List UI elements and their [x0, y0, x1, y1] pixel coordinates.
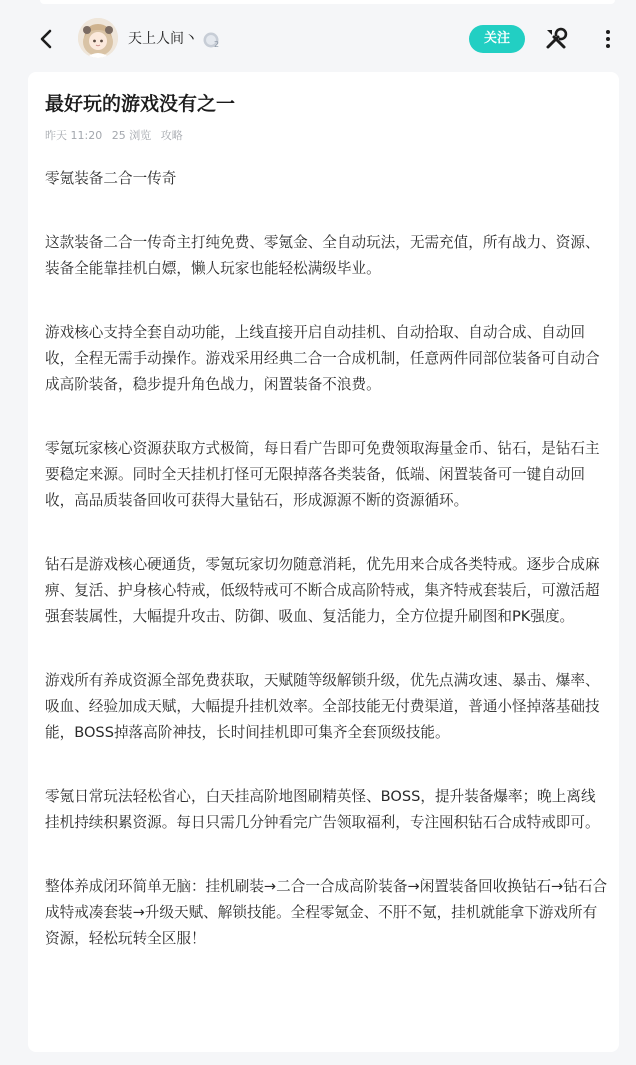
view-count: 25 浏览	[111, 129, 152, 142]
top-bar	[0, 0, 636, 80]
level-badge-icon	[202, 31, 220, 49]
more-options-button[interactable]	[598, 26, 618, 52]
article-paragraph: 游戏核心支持全套自动功能，上线直接开启自动挂机、自动拾取、自动合成、自动回收，全程无需手动操作。游戏采用经典二合一合成机制，任意两件同部位装备可自动合成高阶装备，稳步提升角色战力，闲置装备不浪费。	[45, 324, 600, 393]
tools-icon	[543, 26, 569, 52]
article-paragraph: 整体养成闭环简单无脑：挂机刷装→二合一合成高阶装备→闲置装备回收换钻石→钻石合成特戒凑套装→升级天赋、解锁技能。全程零氪金、不肝不氪，挂机就能拿下游戏所有资源，轻松玩转全区服！	[45, 878, 608, 947]
avatar[interactable]	[78, 18, 118, 58]
article-body	[45, 166, 610, 990]
more-dot-icon	[606, 37, 610, 41]
chevron-left-icon	[36, 28, 58, 50]
more-dot-icon	[606, 44, 610, 48]
article-paragraph: 钻石是游戏核心硬通货，零氪玩家切勿随意消耗，优先用来合成各类特戒。逐步合成麻痹、复活、护身核心特戒，低级特戒可不断合成高阶特戒，集齐特戒套装后，可激活超强套装属性，大幅提升攻击、防御、吸血、复活能力，全方位提升刷图和PK强度。	[45, 556, 600, 625]
level-number: 2	[214, 40, 220, 49]
tools-button[interactable]	[543, 26, 569, 52]
follow-button[interactable]: 关注	[469, 25, 525, 53]
article-title: 最好玩的游戏没有之一	[45, 93, 236, 115]
article-paragraph: 零氪日常玩法轻松省心，白天挂高阶地图刷精英怪、BOSS，提升装备爆率；晚上离线挂机持续积累资源。每日只需几分钟看完广告领取福利，专注囤积钻石合成特戒即可。	[45, 788, 600, 831]
previous-card-edge	[40, 0, 615, 4]
username[interactable]: 天上人间丶	[128, 31, 198, 47]
article-paragraph: 游戏所有养成资源全部免费获取，天赋随等级解锁升级，优先点满攻速、暴击、爆率、吸血、经验加成天赋，大幅提升挂机效率。全部技能无付费渠道，普通小怪掉落基础技能，BOSS掉落高阶神技，长时间挂机即可集齐全套顶级技能。	[45, 672, 600, 741]
article-paragraph: 这款装备二合一传奇主打纯免费、零氪金、全自动玩法，无需充值，所有战力、资源、装备全能靠挂机白嫖，懒人玩家也能轻松满级毕业。	[45, 234, 600, 277]
article-paragraph: 零氪玩家核心资源获取方式极简，每日看广告即可免费领取海量金币、钻石，是钻石主要稳定来源。同时全天挂机打怪可无限掉落各类装备，低端、闲置装备可一键自动回收，高品质装备回收可获得大量钻石，形成源源不断的资源循环。	[45, 440, 600, 509]
article-paragraph: 零氪装备二合一传奇	[45, 170, 177, 187]
back-button[interactable]	[30, 22, 64, 56]
avatar-image	[78, 18, 118, 58]
category-tag[interactable]: 攻略	[160, 129, 183, 142]
post-time: 昨天 11:20	[45, 129, 103, 142]
more-dot-icon	[606, 30, 610, 34]
level-badge	[202, 31, 220, 49]
article-meta	[45, 128, 189, 144]
